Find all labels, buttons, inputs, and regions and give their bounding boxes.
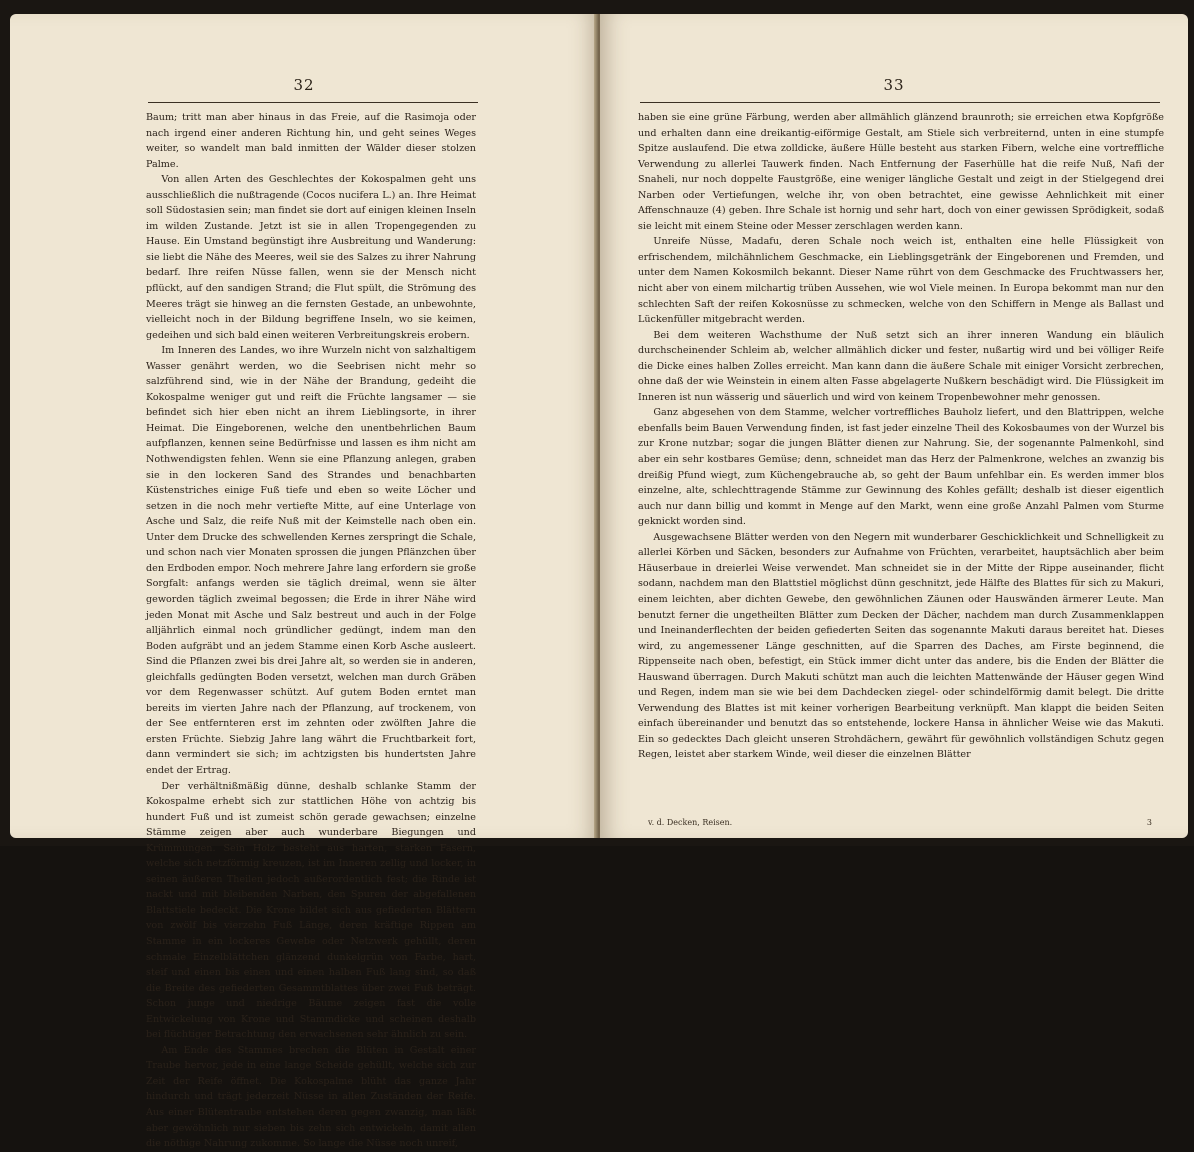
paragraph: Baum; tritt man aber hinaus in das Freie, auf die Rasimoja oder nach irgend einer anderen Richtung hin, und geht seines Weges weiter, so wandelt man bald inmitten der Wälder dieser stolzen Palme. bbox=[146, 112, 476, 170]
paragraph: Ganz abgesehen von dem Stamme, welcher vortreffliches Bauholz liefert, und den Blattrippen, welche ebenfalls beim Bauen Verwendung finden, ist fast jeder einzelne Theil des Kokosbaumes von der Wurzel bis zur Krone nutzbar; sogar die jungen Blätter dienen zur Nahrung. Sie, der sogenannte Palmenkohl, sind aber ein sehr kostbares Gemüse; denn, schneidet man das Herz der Palmenkrone, welches an zwanzig bis dreißig Pfund wiegt, zum Küchengebrauche ab, so geht der Baum unfehlbar ein. Es werden immer blos einzelne, alte, schlechttragende Stämme zur Gewinnung des Kohles gefällt; deshalb ist dieser eigentlich auch nur dann billig und kommt in Menge auf den Markt, wenn eine große Anzahl Palmen vom Sturme geknickt worden sind. bbox=[638, 407, 1164, 528]
body-text bbox=[638, 110, 1164, 763]
page-number: 32 bbox=[293, 76, 315, 94]
paragraph: haben sie eine grüne Färbung, werden aber allmählich glänzend braunroth; sie erreichen etwa Kopfgröße und erhalten dann eine dreikantig-eiförmige Gestalt, am Stiele sich verbreiternd, unten in eine stumpfe Spitze auslaufend. Die etwa zolldicke, äußere Hülle besteht aus starken Fibern, welche eine vortreffliche Verwendung zu allerlei Tauwerk finden. Nach Entfernung der Faserhülle hat die reife Nuß, Nafi der Snaheli, nur noch doppelte Faustgröße, eine weniger längliche Gestalt und zeigt in der Stielgegend drei Narben oder Vertiefungen, welche ihr, von oben betrachtet, eine gewisse Aehnlichkeit mit einer Affenschnauze (4) geben. Ihre Schale ist hornig und sehr hart, doch von einer gewissen Sprödigkeit, sodaß sie leicht mit einem Steine oder Messer zerschlagen werden kann. bbox=[638, 112, 1164, 232]
header-rule bbox=[148, 102, 478, 103]
paragraph: Ausgewachsene Blätter werden von den Negern mit wunderbarer Geschicklichkeit und Schnelligkeit zu allerlei Körben und Säcken, besonders zur Aufnahme von Früchten, verarbeitet, hauptsächlich aber beim Häuserbaue in dreierlei Weise verwendet. Man schneidet sie in der Mitte der Rippe auseinander, flicht sodann, nachdem man den Blattstiel möglichst dünn geschnitzt, jede Hälfte des Blattes für sich zu Makuri, einem leichten, aber dichten Gewebe, den gewöhnlichen Zäunen oder Hauswänden ärmerer Leute. Man benutzt ferner die ungetheilten Blätter zum Decken der Dächer, nachdem man durch Zusammenklappen und Ineinanderflechten der beiden gefiederten Seiten das sogenannte Makuti daraus bereitet hat. Dieses wird, zu angemessener Länge geschnitten, auf die Sparren des Daches, am Firste beginnend, die Rippenseite nach oben, befestigt, ein Stück immer dicht unter das andere, bis die Enden der Blätter die Hauswand überragen. Durch Makuti schützt man auch die leichten Mattenwände der Häuser gegen Wind und Regen, indem man sie wie bei dem Dachdecken ziegel- oder schindelförmig damit belegt. Die dritte Verwendung des Blattes ist mit keiner vorherigen Bearbeitung verknüpft. Man klappt die beiden Seiten einfach übereinander und benutzt das so entstehende, lockere Hansa in ähnlicher Weise wie das Makuti. Ein so gedecktes Dach gleicht unseren Strohdächern, gewährt für gewöhnlich vollständigen Schutz gegen Regen, leistet aber starkem Winde, weil dieser die einzelnen Blätter bbox=[638, 531, 1164, 761]
paragraph: Von allen Arten des Geschlechtes der Kokospalmen geht uns ausschließlich die nußtragende (Cocos nucifera L.) an. Ihre Heimat soll Südostasien sein; man findet sie dort auf einigen kleinen Inseln im wilden Zustande. Jetzt ist sie in allen Tropengegenden zu Hause. Ein Umstand begünstigt ihre Ausbreitung und Wanderung: sie liebt die Nähe des Meeres, weil sie des Salzes zu ihrer Nahrung bedarf. Ihre reifen Nüsse fallen, wenn sie der Mensch nicht pflückt, auf den sandigen Strand; die Flut spült, die Strömung des Meeres trägt sie hinweg an die fernsten Gestade, an unbewohnte, vielleicht noch in der Bildung begriffene Inseln, wo sie keimen, gedeihen und sich bald einen weiteren Verbreitungskreis erobern. bbox=[146, 174, 476, 341]
page-number: 33 bbox=[883, 76, 905, 94]
header-rule bbox=[640, 102, 1160, 103]
body-text bbox=[146, 110, 476, 1152]
paragraph: Am Ende des Stammes brechen die Blüten in Gestalt einer Traube hervor, jede in eine lange Scheide gehüllt, welche sich zur Zeit der Reife öffnet. Die Kokospalme blüht das ganze Jahr hindurch und trägt jederzeit Nüsse in allen Zuständen der Reife. Aus einer Blütentraube entstehen deren gegen zwanzig, man läßt aber gewöhnlich nur sieben bis zehn sich entwickeln, damit allen die nöthige Nahrung zukomme. So lange die Nüsse noch unreif, bbox=[146, 1044, 476, 1150]
paragraph: Bei dem weiteren Wachsthume der Nuß setzt sich an ihrer inneren Wandung ein bläulich durchscheinender Schleim ab, welcher allmählich dicker und fester, nußartig wird und bei völliger Reife die Dicke eines halben Zolles erreicht. Man kann dann die äußere Schale mit einiger Vorsicht zerbrechen, ohne daß der wie Weinstein in einem alten Fasse abgelagerte Nußkern beschädigt wird. Die Flüssigkeit im Inneren ist nun wässerig und säuerlich und wird von keinem Tropenbewohner mehr genossen. bbox=[638, 329, 1164, 403]
footer-signature: v. d. Decken, Reisen. bbox=[648, 818, 733, 827]
right-page bbox=[600, 14, 1188, 838]
footer-sheet-number: 3 bbox=[1146, 818, 1152, 827]
left-page bbox=[10, 14, 598, 1150]
paragraph: Unreife Nüsse, Madafu, deren Schale noch weich ist, enthalten eine helle Flüssigkeit von erfrischendem, milchähnlichem Geschmacke, ein Lieblingsgetränk der Eingeborenen und Fremden, und unter dem Namen Kokosmilch bekannt. Dieser Name rührt von dem Geschmacke des Fruchtwassers her, nicht aber von einem milchartig trüben Aussehen, wie wol Viele meinen. In Europa bekommt man nur den schlechten Saft der reifen Kokosnüsse zu schmecken, welche von den Schiffern in Menge als Ballast und Lückenfüller mitgebracht werden. bbox=[638, 236, 1164, 326]
paragraph: Im Inneren des Landes, wo ihre Wurzeln nicht von salzhaltigem Wasser genährt werden, wo die Seebrisen nicht mehr so salzführend sind, wie in der Nähe der Brandung, gedeiht die Kokospalme weniger gut und reift die Früchte langsamer — sie befindet sich hier eben nicht an ihrem Lieblingsorte, in ihrer Heimat. Die Eingeborenen, welche den unentbehrlichen Baum aufpflanzen, kennen seine Bedürfnisse und lassen es ihm nicht am Nothwendigsten fehlen. Wenn sie eine Pflanzung anlegen, graben sie in den lockeren Sand des Strandes und benachbarten Küstenstriches einige Fuß tiefe und eben so weite Löcher und setzen in die noch mehr vertiefte Mitte, auf eine Unterlage von Asche und Salz, die reife Nuß mit der Keimstelle nach oben ein. Unter dem Drucke des schwellenden Kernes zerspringt die Schale, und schon nach vier Monaten sprossen die jungen Pflänzchen über den Erdboden empor. Noch mehrere Jahre lang erfordern sie große Sorgfalt: anfangs werden sie täglich dreimal, wenn sie älter geworden täglich zweimal begossen; die Erde in ihrer Nähe wird jeden Monat mit Asche und Salz bestreut und auch in der Folge alljährlich einmal noch gründlicher gedüngt, indem man den Boden aufgräbt und an jedem Stamme einen Korb Asche ausleert. Sind die Pflanzen zwei bis drei Jahre alt, so werden sie in anderen, gleichfalls gedüngten Boden versetzt, welchen man durch Gräben vor dem Regenwasser schützt. Auf gutem Boden erntet man bereits im vierten Jahre nach der Pflanzung, auf trockenem, von der See entfernteren erst im zehnten oder zwölften Jahre die ersten Früchte. Siebzig Jahre lang währt die Fruchtbarkeit fort, dann vermindert sie sich; im achtzigsten bis hundertsten Jahre endet der Ertrag. bbox=[146, 345, 476, 776]
paragraph: Der verhältnißmäßig dünne, deshalb schlanke Stamm der Kokospalme erhebt sich zur stattlichen Höhe von achtzig bis hundert Fuß und ist zumeist schön gerade gewachsen; einzelne Stämme zeigen aber auch wunderbare Biegungen und Krümmungen. Sein Holz besteht aus harten, starken Fasern, welche sich netzförmig kreuzen, ist im Inneren zellig und locker, in seinen äußeren Theilen jedoch außerordentlich fest; die Rinde ist nackt und mit bleibenden Narben, den Spuren der abgefallenen Blattstiele bedeckt. Die Krone bildet sich aus gefiederten Blättern von zwölf bis vierzehn Fuß Länge, deren kräftige Rippen am Stamme in ein lockeres Gewebe oder Netzwerk gehüllt, deren schmale Einzelblättchen glänzend dunkelgrün von Farbe, hart, steif und einen bis einen und einen halben Fuß lang sind, so daß die Breite des gefiederten Gesammtblattes über zwei Fuß beträgt. Schon junge und niedrige Bäume zeigen fast die volle Entwickelung von Krone und Stammdicke und scheinen deshalb bei flüchtiger Betrachtung den erwachsenen sehr ähnlich zu sein. bbox=[146, 780, 476, 1041]
